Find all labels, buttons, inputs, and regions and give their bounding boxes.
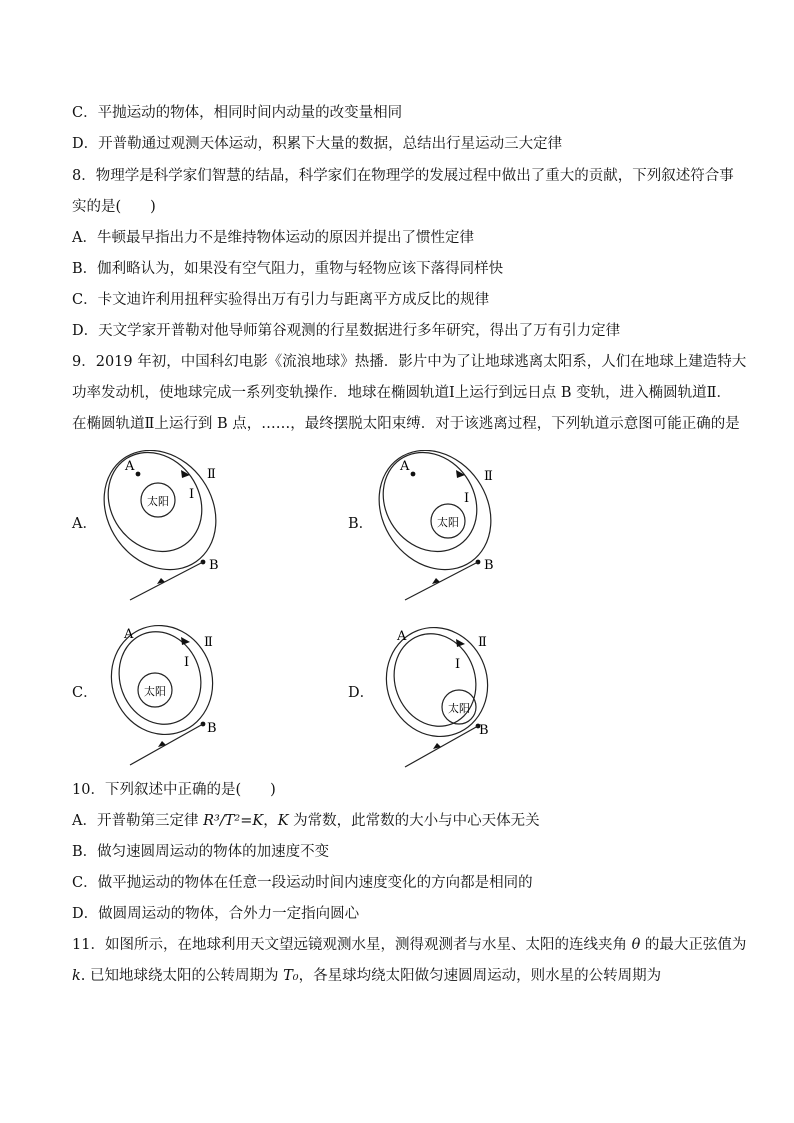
sun-label: 太阳: [144, 685, 166, 698]
orbit-diagram-c: [100, 620, 240, 780]
q8-option-d: D．天文学家开普勒对他导师第谷观测的行星数据进行多年研究，得出了万有引力定律: [72, 323, 621, 339]
point-b-label: B: [207, 721, 217, 736]
q8-stem-line1: 8．物理学是科学家们智慧的结晶，科学家们在物理学的发展过程中做出了重大的贡献，下列叙述符合事: [72, 168, 734, 184]
orbit-ii-label: Ⅱ: [478, 635, 487, 650]
q11-stem-end: ，各星球均绕太阳做匀速圆周运动，则水星的公转周期为: [298, 968, 662, 984]
q10-option-a-suffix: 为常数，此常数的大小与中心天体无关: [288, 813, 540, 829]
sun-label: 太阳: [147, 495, 169, 508]
q9-stem-line1: 9．2019 年初，中国科幻电影《流浪地球》热播．影片中为了让地球逃离太阳系，人们在地球上建造特大: [72, 354, 747, 370]
q11-stem-line2: [72, 967, 661, 985]
kepler-formula: R³/T²=K: [203, 813, 264, 829]
q8-option-a: A．牛顿最早指出力不是维持物体运动的原因并提出了惯性定律: [72, 230, 474, 246]
k-symbol: k: [72, 968, 81, 984]
point-a-label: A: [400, 459, 410, 474]
q8-option-b: B．伽利略认为，如果没有空气阻力，重物与轻物应该下落得同样快: [72, 261, 504, 277]
fig-d-label: D．: [348, 685, 375, 701]
q10-option-c: C．做平抛运动的物体在任意一段运动时间内速度变化的方向都是相同的: [72, 875, 533, 891]
q7-option-d: D．开普勒通过观测天体运动，积累下大量的数据，总结出行星运动三大定律: [72, 136, 563, 152]
sun-label: 太阳: [448, 702, 470, 715]
q11-stem-suffix: 的最大正弦值为: [640, 937, 747, 953]
orbit-ii-label: Ⅱ: [484, 469, 493, 484]
theta-symbol: θ: [631, 937, 641, 953]
fig-b-label: B．: [348, 516, 374, 532]
point-b-label: B: [209, 558, 219, 573]
orbit-ii-label: Ⅱ: [204, 635, 213, 650]
q10-option-a: [72, 812, 540, 830]
q11-stem-prefix: 11．如图所示，在地球利用天文望远镜观测水星，测得观测者与水星、太阳的连线夹角: [72, 937, 632, 953]
q11-stem-line1: [72, 936, 746, 954]
orbit-ii-label: Ⅱ: [207, 467, 216, 482]
point-b-label: B: [479, 723, 489, 738]
q9-stem-line3: 在椭圆轨道Ⅱ上运行到 B 点，……，最终摆脱太阳束缚．对于该逃离过程，下列轨道示意图可能正确的是: [72, 416, 740, 432]
point-a-label: A: [125, 459, 135, 474]
orbit-i-label: I: [184, 655, 190, 670]
fig-c-label: C．: [72, 685, 98, 701]
sun-label: 太阳: [437, 516, 459, 529]
orbit-i-label: I: [455, 657, 461, 672]
orbit-i-label: I: [189, 487, 195, 502]
q11-stem-mid: . 已知地球绕太阳的公转周期为: [80, 968, 284, 984]
q8-option-c: C．卡文迪许利用扭秤实验得出万有引力与距离平方成反比的规律: [72, 292, 490, 308]
fig-a-label: A．: [72, 516, 97, 532]
constant-k: K: [277, 813, 289, 829]
q9-stem-line2: 功率发动机，使地球完成一系列变轨操作．地球在椭圆轨道Ⅰ上运行到远日点 B 变轨，进入椭圆轨道Ⅱ．: [72, 385, 731, 401]
q10-option-a-prefix: A．开普勒第三定律: [72, 813, 204, 829]
orbit-diagram-a: [95, 450, 235, 610]
orbit-diagram-d: [375, 622, 515, 782]
q10-option-b: B．做匀速圆周运动的物体的加速度不变: [72, 844, 330, 860]
q8-stem-line2: 实的是( ): [72, 199, 156, 215]
point-a-label: A: [397, 629, 407, 644]
point-b-label: B: [484, 558, 494, 573]
q10-option-a-separator: ，: [263, 813, 278, 829]
orbit-i-label: I: [464, 491, 470, 506]
q10-stem: 10．下列叙述中正确的是( ): [72, 782, 276, 798]
q7-option-c: C．平抛运动的物体，相同时间内动量的改变量相同: [72, 105, 403, 121]
point-a-label: A: [124, 627, 134, 642]
q10-option-d: D．做圆周运动的物体，合外力一定指向圆心: [72, 906, 360, 922]
t0-symbol: T₀: [283, 968, 299, 984]
orbit-diagram-b: [370, 450, 510, 610]
